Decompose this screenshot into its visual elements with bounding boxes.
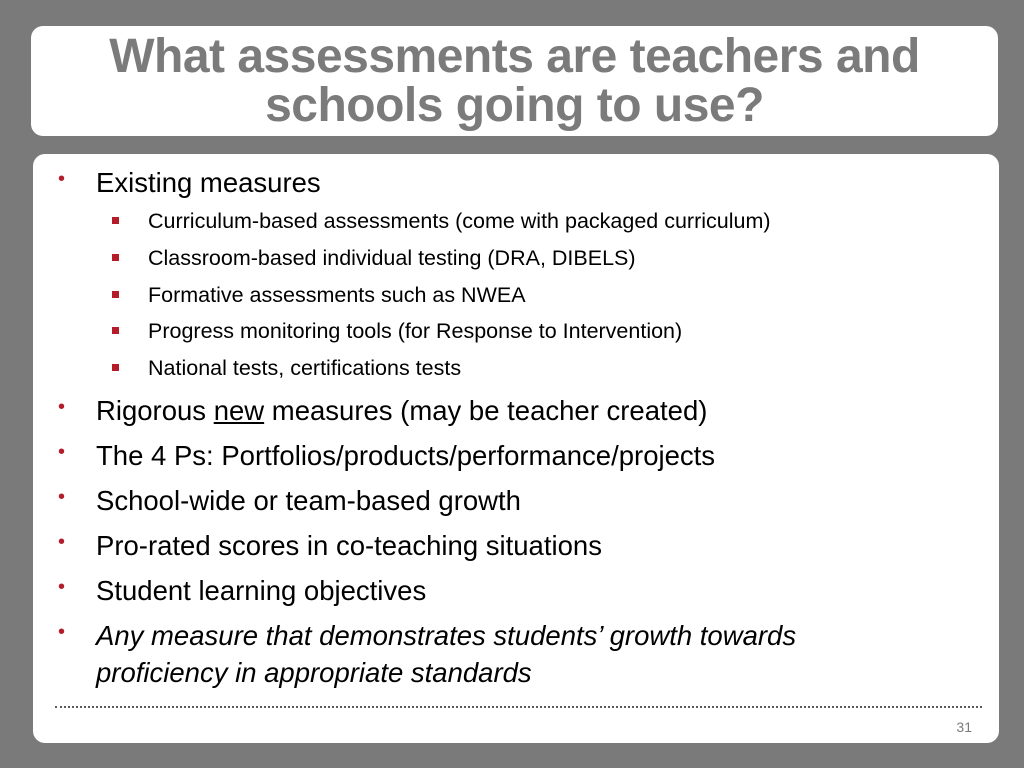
bullet-text: The 4 Ps: Portfolios/products/performance/projects	[96, 440, 716, 471]
sub-bullet-text: Curriculum-based assessments (come with packaged curriculum)	[148, 209, 771, 233]
content-panel	[33, 154, 999, 743]
bullet-text-part: Rigorous	[96, 395, 214, 426]
square-bullet-marker	[112, 254, 119, 261]
bullet-marker: •	[58, 441, 66, 463]
square-bullet-marker	[112, 217, 119, 224]
bullet-text: School-wide or team-based growth	[96, 485, 521, 516]
square-bullet-marker	[112, 327, 119, 334]
sub-bullet-text: Progress monitoring tools (for Response to Intervention)	[148, 319, 683, 343]
bullet-marker: •	[58, 531, 66, 553]
page-number: 31	[956, 719, 972, 735]
bullet-marker: •	[58, 576, 66, 598]
bullet-text: Student learning objectives	[96, 575, 427, 606]
bullet-marker: •	[58, 621, 66, 643]
sub-bullet-text: Classroom-based individual testing (DRA, DIBELS)	[148, 246, 636, 270]
footer-divider	[55, 706, 982, 708]
title-panel	[31, 26, 998, 136]
bullet-text-line-2: proficiency in appropriate standards	[96, 657, 532, 688]
bullet-text: Existing measures	[96, 167, 321, 198]
slide-title	[109, 32, 920, 130]
slide-title-line-1: What assessments are teachers and	[109, 30, 920, 83]
bullet-text-line-1: Any measure that demonstrates students’ growth towards	[96, 620, 797, 651]
underlined-word: new	[213, 395, 265, 426]
bullet-text-part: measures (may be teacher created)	[264, 395, 708, 426]
bullet-marker: •	[58, 168, 66, 190]
bullet-text	[96, 617, 939, 691]
square-bullet-marker	[112, 364, 119, 371]
square-bullet-marker	[112, 291, 119, 298]
bullet-marker: •	[58, 486, 66, 508]
bullet-text: Pro-rated scores in co-teaching situations	[96, 530, 602, 561]
slide-title-line-2: schools going to use?	[265, 79, 764, 132]
sub-bullet-text: National tests, certifications tests	[148, 356, 462, 380]
bullet-text	[96, 392, 939, 429]
sub-bullet-text: Formative assessments such as NWEA	[148, 283, 526, 307]
bullet-marker: •	[58, 396, 66, 418]
